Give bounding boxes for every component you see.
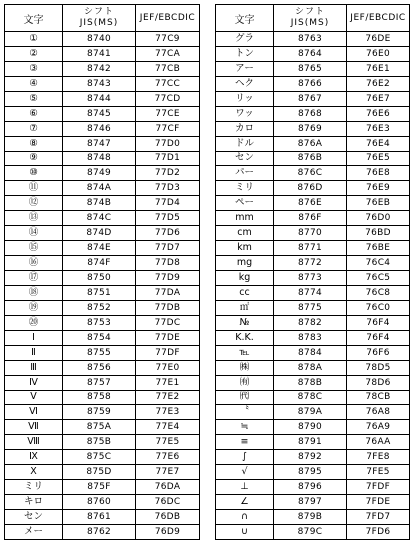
- table-row: [216, 91, 410, 106]
- cell-sjis: 874A: [63, 181, 136, 196]
- table-row: [216, 450, 410, 465]
- cell-char: ≡: [216, 435, 274, 450]
- table-row: [216, 76, 410, 91]
- cell-char: Ⅴ: [5, 390, 63, 405]
- cell-sjis: 875C: [63, 450, 136, 465]
- cell-sjis: 8746: [63, 121, 136, 136]
- cell-char: ⑤: [5, 91, 63, 106]
- cell-sjis: 8766: [274, 76, 347, 91]
- table-row: [5, 46, 200, 61]
- cell-jef: 78CB: [347, 390, 410, 405]
- header-sjis: [63, 5, 136, 32]
- table-row: [5, 465, 200, 480]
- table-row: [216, 211, 410, 226]
- cell-sjis: 8755: [63, 345, 136, 360]
- cell-sjis: 874F: [63, 256, 136, 271]
- table-row: [216, 181, 410, 196]
- cell-sjis: 8768: [274, 106, 347, 121]
- header-jef: JEF/EBCDIC: [136, 5, 200, 32]
- cell-jef: 76C5: [347, 271, 410, 286]
- cell-char: ℡: [216, 345, 274, 360]
- table-row: [5, 196, 200, 211]
- cell-sjis: 874E: [63, 241, 136, 256]
- table-header-row: [216, 5, 410, 32]
- cell-jef: 76C0: [347, 300, 410, 315]
- cell-sjis: 8740: [63, 32, 136, 47]
- table-row: [216, 390, 410, 405]
- cell-char: ∩: [216, 510, 274, 525]
- cell-jef: 7FDF: [347, 480, 410, 495]
- cell-char: Ⅹ: [5, 465, 63, 480]
- cell-sjis: 8743: [63, 76, 136, 91]
- cell-jef: 76A9: [347, 420, 410, 435]
- cell-char: ⑩: [5, 166, 63, 181]
- table-row: [5, 211, 200, 226]
- cell-char: ③: [5, 61, 63, 76]
- cell-char: ⑱: [5, 285, 63, 300]
- cell-jef: 76E4: [347, 136, 410, 151]
- cell-char: cm: [216, 226, 274, 241]
- cell-sjis: 875D: [63, 465, 136, 480]
- table-row: [216, 271, 410, 286]
- table-row: [216, 435, 410, 450]
- cell-char: セン: [5, 510, 63, 525]
- cell-jef: 76F6: [347, 345, 410, 360]
- cell-jef: 77D2: [136, 166, 200, 181]
- cell-char: ㈱: [216, 360, 274, 375]
- table-row: [5, 300, 200, 315]
- cell-jef: 76E7: [347, 91, 410, 106]
- cell-char: ⑬: [5, 211, 63, 226]
- table-row: [216, 315, 410, 330]
- cell-sjis: 875F: [63, 480, 136, 495]
- cell-sjis: 8771: [274, 241, 347, 256]
- cell-jef: 76E6: [347, 106, 410, 121]
- cell-char: メー: [5, 524, 63, 539]
- cell-char: Ⅶ: [5, 420, 63, 435]
- cell-jef: 76AA: [347, 435, 410, 450]
- cell-sjis: 874D: [63, 226, 136, 241]
- cell-sjis: 876B: [274, 151, 347, 166]
- table-header-row: [5, 5, 200, 32]
- cell-sjis: 8775: [274, 300, 347, 315]
- cell-sjis: 8769: [274, 121, 347, 136]
- cell-sjis: 8757: [63, 375, 136, 390]
- cell-sjis: 8790: [274, 420, 347, 435]
- cell-jef: 7FE8: [347, 450, 410, 465]
- cell-sjis: 8782: [274, 315, 347, 330]
- cell-char: キロ: [5, 495, 63, 510]
- table-row: [216, 46, 410, 61]
- cell-sjis: 8767: [274, 91, 347, 106]
- cell-sjis: 8741: [63, 46, 136, 61]
- cell-char: トン: [216, 46, 274, 61]
- table-row: [216, 405, 410, 420]
- cell-jef: 7FE5: [347, 465, 410, 480]
- cell-char: ペー: [216, 196, 274, 211]
- cell-jef: 76DA: [136, 480, 200, 495]
- cell-sjis: 8761: [63, 510, 136, 525]
- table-row: [216, 121, 410, 136]
- table-row: [5, 495, 200, 510]
- cell-sjis: 8749: [63, 166, 136, 181]
- cell-sjis: 8751: [63, 285, 136, 300]
- cell-jef: 76E3: [347, 121, 410, 136]
- cell-char: Ⅱ: [5, 345, 63, 360]
- cell-sjis: 879C: [274, 524, 347, 539]
- cell-char: ⑨: [5, 151, 63, 166]
- cell-char: ⑧: [5, 136, 63, 151]
- cell-sjis: 8791: [274, 435, 347, 450]
- cell-sjis: 8759: [63, 405, 136, 420]
- cell-char: カロ: [216, 121, 274, 136]
- cell-char: ⊥: [216, 480, 274, 495]
- cell-jef: 77DF: [136, 345, 200, 360]
- table-row: [216, 285, 410, 300]
- cell-char: セン: [216, 151, 274, 166]
- cell-sjis: 8752: [63, 300, 136, 315]
- header-char: 文字: [5, 5, 63, 32]
- cell-char: ㈲: [216, 375, 274, 390]
- table-row: [5, 121, 200, 136]
- cell-char: ∪: [216, 524, 274, 539]
- cell-char: ⑥: [5, 106, 63, 121]
- cell-sjis: 8764: [274, 46, 347, 61]
- table-row: [5, 285, 200, 300]
- cell-sjis: 8762: [63, 524, 136, 539]
- table-row: [5, 256, 200, 271]
- cell-char: Ⅵ: [5, 405, 63, 420]
- table-row: [216, 151, 410, 166]
- cell-jef: 77DE: [136, 330, 200, 345]
- table-row: [216, 495, 410, 510]
- cell-sjis: 8763: [274, 32, 347, 47]
- cell-jef: 76C4: [347, 256, 410, 271]
- cell-jef: 77DB: [136, 300, 200, 315]
- cell-jef: 77CE: [136, 106, 200, 121]
- table-row: [216, 360, 410, 375]
- cell-char: ドル: [216, 136, 274, 151]
- cell-sjis: 875B: [63, 435, 136, 450]
- cell-char: ∠: [216, 495, 274, 510]
- header-sjis-top: シフト: [294, 7, 325, 17]
- cell-jef: 77CF: [136, 121, 200, 136]
- cell-char: ⑪: [5, 181, 63, 196]
- table-row: [5, 420, 200, 435]
- cell-char: ヘク: [216, 76, 274, 91]
- cell-jef: 77E7: [136, 465, 200, 480]
- cell-jef: 76A8: [347, 405, 410, 420]
- table-row: [5, 480, 200, 495]
- cell-sjis: 876F: [274, 211, 347, 226]
- cell-sjis: 8795: [274, 465, 347, 480]
- table-row: [5, 61, 200, 76]
- cell-char: Ⅰ: [5, 330, 63, 345]
- table-row: [216, 226, 410, 241]
- cell-sjis: 8747: [63, 136, 136, 151]
- cell-jef: 77D0: [136, 136, 200, 151]
- cell-jef: 77E2: [136, 390, 200, 405]
- cell-jef: 77CC: [136, 76, 200, 91]
- cell-jef: 77D8: [136, 256, 200, 271]
- table-row: [5, 226, 200, 241]
- cell-jef: 76E1: [347, 61, 410, 76]
- table-row: [216, 465, 410, 480]
- table-row: [5, 151, 200, 166]
- cell-char: ⑫: [5, 196, 63, 211]
- cell-jef: 76DB: [136, 510, 200, 525]
- cell-sjis: 876A: [274, 136, 347, 151]
- table-row: [5, 390, 200, 405]
- cell-jef: 77D5: [136, 211, 200, 226]
- cell-sjis: 876D: [274, 181, 347, 196]
- table-row: [5, 375, 200, 390]
- table-row: [5, 241, 200, 256]
- table-row: [5, 271, 200, 286]
- table-row: [5, 330, 200, 345]
- table-row: [5, 166, 200, 181]
- table-row: [5, 76, 200, 91]
- cell-sjis: 876C: [274, 166, 347, 181]
- cell-sjis: 8760: [63, 495, 136, 510]
- table-row: [216, 32, 410, 47]
- cell-sjis: 8765: [274, 61, 347, 76]
- cell-sjis: 8783: [274, 330, 347, 345]
- cell-jef: 76EB: [347, 196, 410, 211]
- cell-sjis: 8774: [274, 285, 347, 300]
- cell-jef: 77D6: [136, 226, 200, 241]
- cell-char: ⑭: [5, 226, 63, 241]
- cell-jef: 77DC: [136, 315, 200, 330]
- table-row: [216, 196, 410, 211]
- cell-jef: 77DA: [136, 285, 200, 300]
- table-row: [216, 480, 410, 495]
- cell-sjis: 8756: [63, 360, 136, 375]
- table-row: [5, 181, 200, 196]
- table-row: [5, 435, 200, 450]
- cell-jef: 77CB: [136, 61, 200, 76]
- cell-char: mg: [216, 256, 274, 271]
- cell-char: リッ: [216, 91, 274, 106]
- cell-jef: 77D9: [136, 271, 200, 286]
- cell-sjis: 878C: [274, 390, 347, 405]
- cell-sjis: 8772: [274, 256, 347, 271]
- left-table-body: [5, 32, 200, 540]
- cell-sjis: 8797: [274, 495, 347, 510]
- cell-sjis: 8753: [63, 315, 136, 330]
- cell-char: cc: [216, 285, 274, 300]
- cell-char: ㎡: [216, 300, 274, 315]
- table-row: [5, 315, 200, 330]
- cell-jef: 76E2: [347, 76, 410, 91]
- cell-sjis: 876E: [274, 196, 347, 211]
- cell-jef: 77E3: [136, 405, 200, 420]
- cell-sjis: 878B: [274, 375, 347, 390]
- cell-jef: 77D3: [136, 181, 200, 196]
- table-row: [5, 106, 200, 121]
- cell-char: ④: [5, 76, 63, 91]
- header-jef: JEF/EBCDIC: [347, 5, 410, 32]
- cell-sjis: 8754: [63, 330, 136, 345]
- cell-sjis: 8742: [63, 61, 136, 76]
- cell-jef: 77D4: [136, 196, 200, 211]
- table-row: [5, 345, 200, 360]
- cell-sjis: 879A: [274, 405, 347, 420]
- cell-jef: 76E9: [347, 181, 410, 196]
- table-row: [216, 330, 410, 345]
- cell-char: ⑯: [5, 256, 63, 271]
- header-sjis-top: シフト: [83, 7, 114, 17]
- cell-jef: 76D0: [347, 211, 410, 226]
- cell-char: ①: [5, 32, 63, 47]
- cell-jef: 77E0: [136, 360, 200, 375]
- cell-sjis: 874C: [63, 211, 136, 226]
- cell-char: ∫: [216, 450, 274, 465]
- cell-char: kg: [216, 271, 274, 286]
- cell-char: K.K.: [216, 330, 274, 345]
- cell-char: √: [216, 465, 274, 480]
- cell-jef: 76D9: [136, 524, 200, 539]
- cell-char: mm: [216, 211, 274, 226]
- header-char: 文字: [216, 5, 274, 32]
- table-row: [216, 300, 410, 315]
- cell-sjis: 8758: [63, 390, 136, 405]
- cell-sjis: 8750: [63, 271, 136, 286]
- right-table-body: [216, 32, 410, 540]
- cell-sjis: 874B: [63, 196, 136, 211]
- cell-jef: 76E0: [347, 46, 410, 61]
- header-sjis: [274, 5, 347, 32]
- cell-jef: 76DE: [347, 32, 410, 47]
- cell-jef: 76E8: [347, 166, 410, 181]
- cell-char: アー: [216, 61, 274, 76]
- table-row: [5, 510, 200, 525]
- cell-sjis: 8773: [274, 271, 347, 286]
- cell-char: Ⅸ: [5, 450, 63, 465]
- cell-jef: 77CD: [136, 91, 200, 106]
- cell-sjis: 8745: [63, 106, 136, 121]
- table-row: [216, 241, 410, 256]
- table-row: [5, 405, 200, 420]
- cell-sjis: 8784: [274, 345, 347, 360]
- header-sjis-bottom: JIS(MS): [290, 18, 330, 28]
- cell-jef: 7FD7: [347, 510, 410, 525]
- cell-char: Ⅳ: [5, 375, 63, 390]
- cell-jef: 7FD6: [347, 524, 410, 539]
- cell-sjis: 878A: [274, 360, 347, 375]
- cell-char: ⑦: [5, 121, 63, 136]
- cell-char: km: [216, 241, 274, 256]
- cell-char: ②: [5, 46, 63, 61]
- cell-char: 〝: [216, 405, 274, 420]
- cell-char: ワッ: [216, 106, 274, 121]
- table-row: [5, 32, 200, 47]
- cell-jef: 78D6: [347, 375, 410, 390]
- table-row: [5, 360, 200, 375]
- cell-jef: 76DC: [136, 495, 200, 510]
- cell-sjis: 8770: [274, 226, 347, 241]
- cell-char: パー: [216, 166, 274, 181]
- cell-jef: 77E1: [136, 375, 200, 390]
- cell-char: ⑲: [5, 300, 63, 315]
- table-row: [216, 375, 410, 390]
- table-row: [216, 510, 410, 525]
- right-code-table: [215, 4, 410, 540]
- table-row: [216, 61, 410, 76]
- table-row: [5, 91, 200, 106]
- table-row: [216, 166, 410, 181]
- cell-jef: 76E5: [347, 151, 410, 166]
- cell-char: ≒: [216, 420, 274, 435]
- cell-sjis: 8796: [274, 480, 347, 495]
- cell-char: Ⅷ: [5, 435, 63, 450]
- cell-sjis: 8792: [274, 450, 347, 465]
- table-row: [5, 450, 200, 465]
- table-row: [5, 524, 200, 539]
- cell-char: ㈹: [216, 390, 274, 405]
- table-row: [216, 256, 410, 271]
- table-row: [5, 136, 200, 151]
- cell-char: ミリ: [5, 480, 63, 495]
- cell-char: ミリ: [216, 181, 274, 196]
- cell-sjis: 875A: [63, 420, 136, 435]
- table-row: [216, 345, 410, 360]
- cell-sjis: 879B: [274, 510, 347, 525]
- cell-jef: 77CA: [136, 46, 200, 61]
- cell-char: ⑳: [5, 315, 63, 330]
- cell-char: №: [216, 315, 274, 330]
- left-code-table: [4, 4, 200, 540]
- cell-jef: 78D5: [347, 360, 410, 375]
- table-row: [216, 106, 410, 121]
- table-row: [216, 524, 410, 539]
- cell-char: ⑮: [5, 241, 63, 256]
- cell-jef: 76BD: [347, 226, 410, 241]
- cell-sjis: 8748: [63, 151, 136, 166]
- header-sjis-bottom: JIS(MS): [79, 18, 119, 28]
- cell-jef: 76C8: [347, 285, 410, 300]
- cell-jef: 76F4: [347, 315, 410, 330]
- cell-jef: 77D1: [136, 151, 200, 166]
- table-row: [216, 136, 410, 151]
- cell-jef: 77E4: [136, 420, 200, 435]
- cell-char: Ⅲ: [5, 360, 63, 375]
- cell-char: ⑰: [5, 271, 63, 286]
- cell-jef: 76F4: [347, 330, 410, 345]
- cell-jef: 77C9: [136, 32, 200, 47]
- cell-jef: 77D7: [136, 241, 200, 256]
- cell-char: グラ: [216, 32, 274, 47]
- cell-jef: 77E6: [136, 450, 200, 465]
- cell-sjis: 8744: [63, 91, 136, 106]
- table-row: [216, 420, 410, 435]
- cell-jef: 76BE: [347, 241, 410, 256]
- cell-jef: 7FDE: [347, 495, 410, 510]
- cell-jef: 77E5: [136, 435, 200, 450]
